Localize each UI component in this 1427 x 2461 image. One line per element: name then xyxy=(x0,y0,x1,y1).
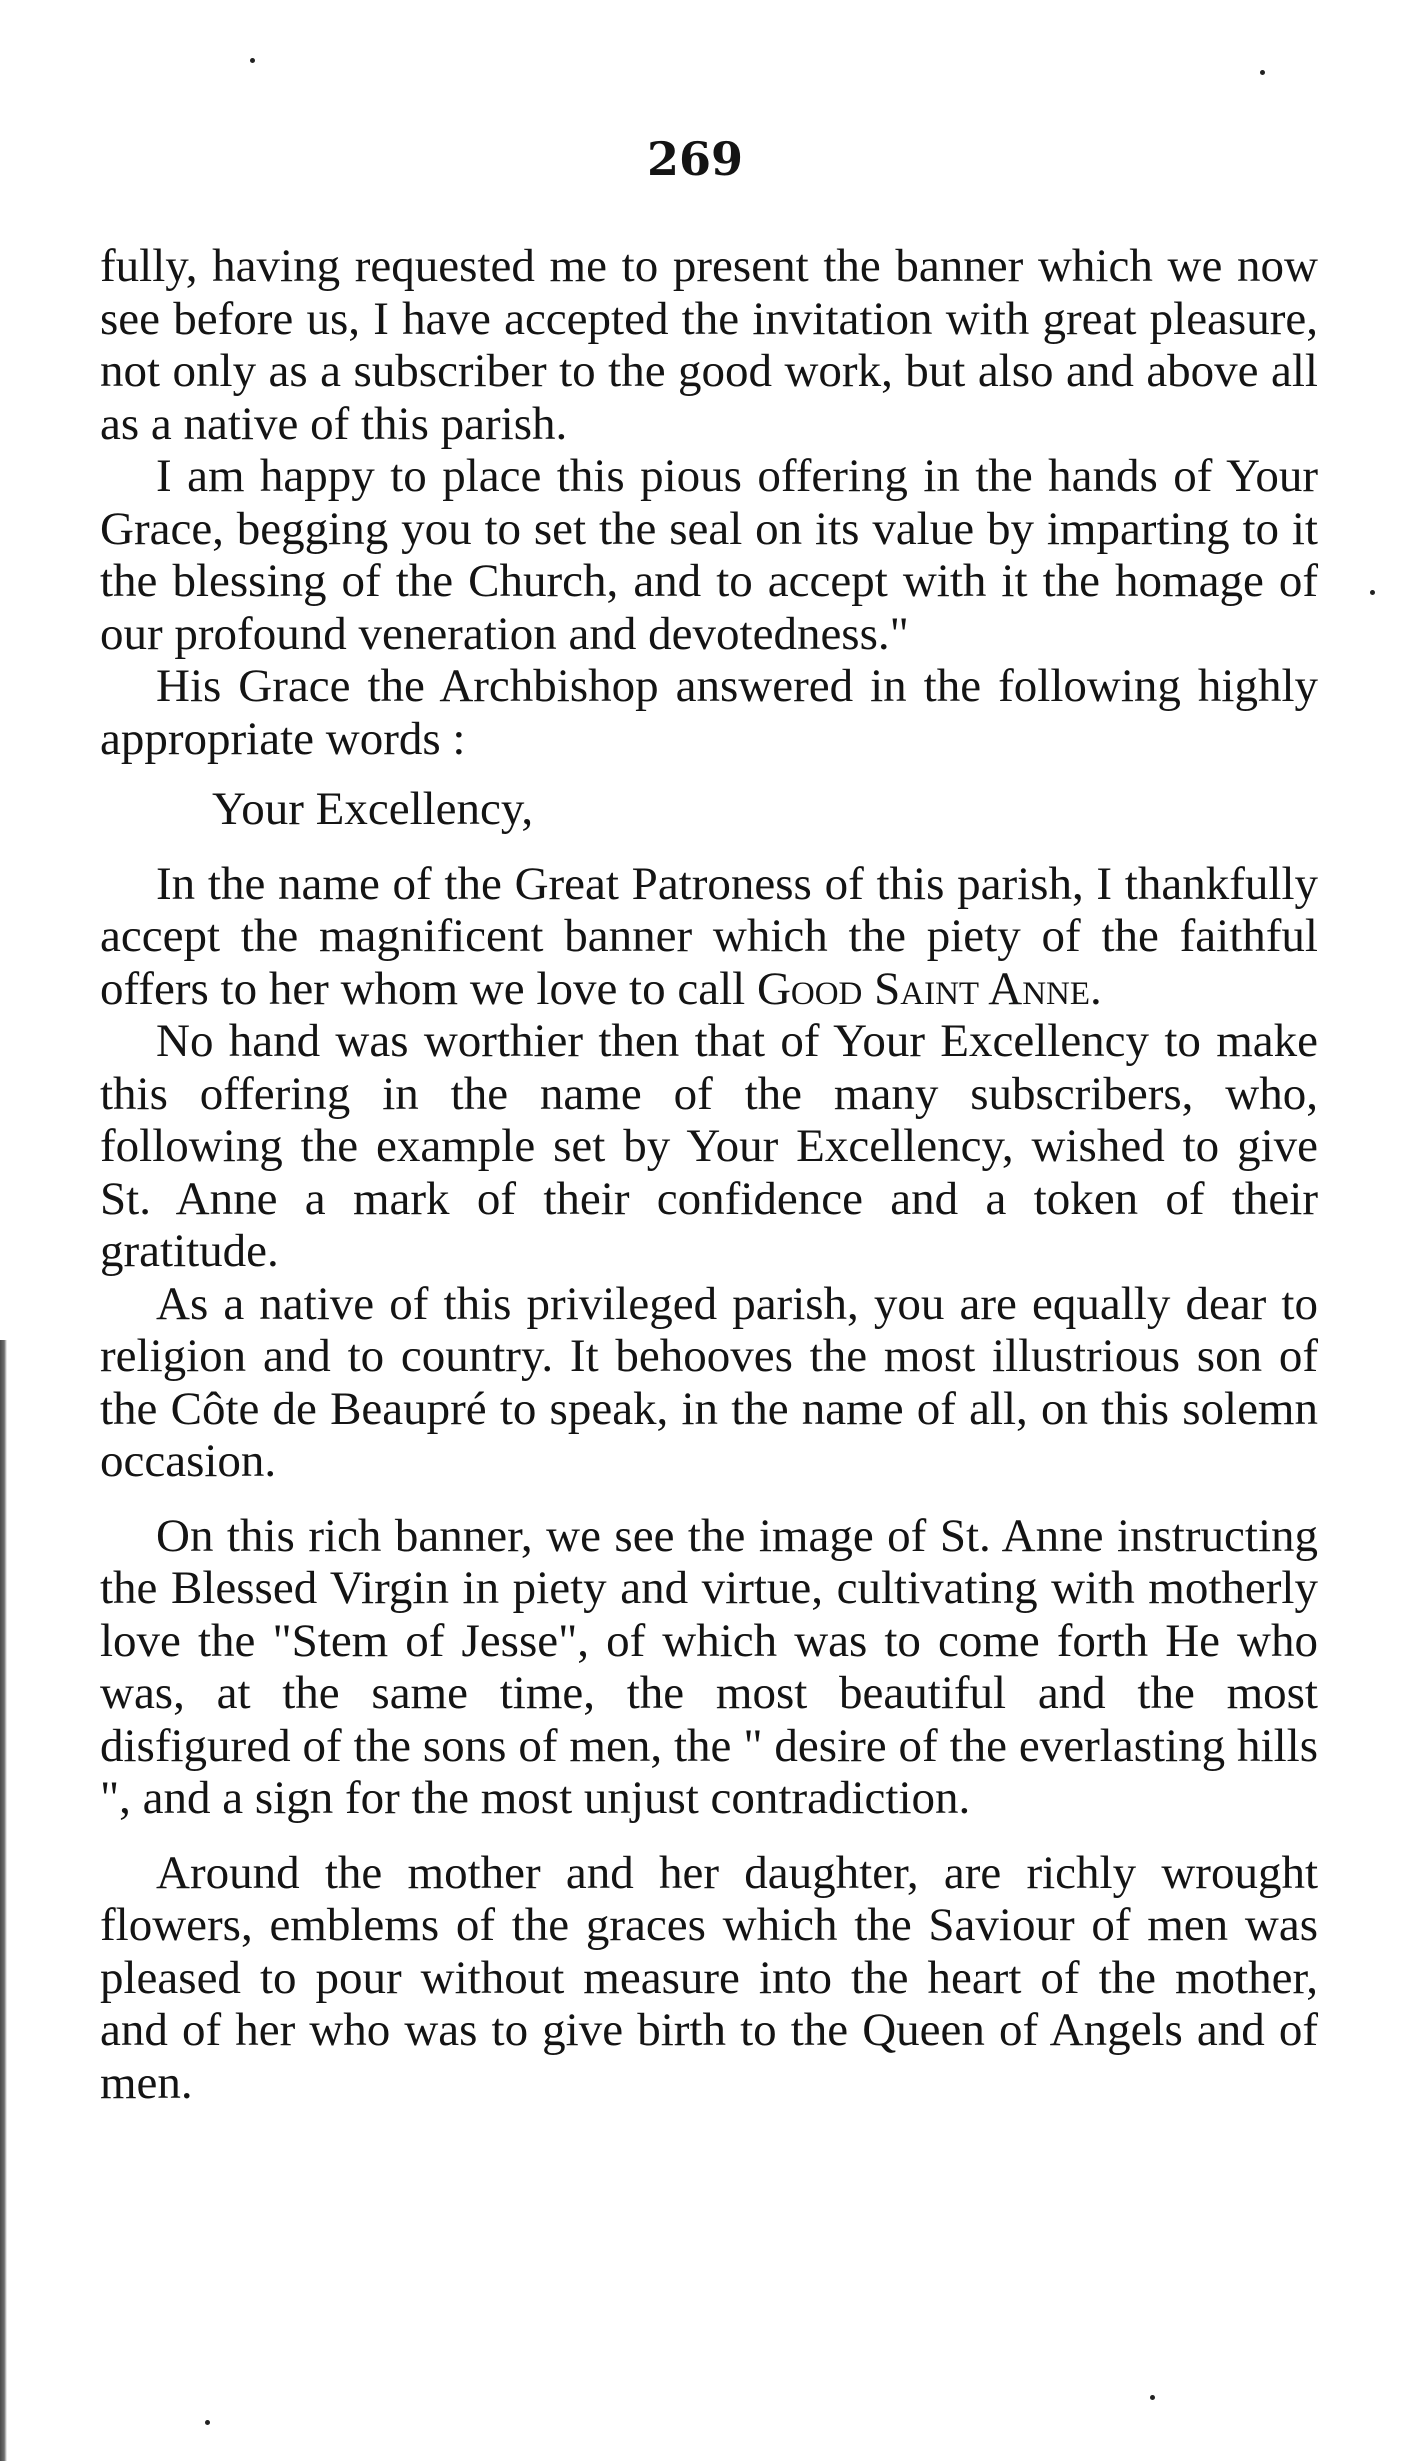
scan-speck xyxy=(1260,70,1265,75)
paragraph-native: As a native of this privileged parish, you are equally dear to religion and to country. It behooves the most illustrious son of the Côte de Beaupré to speak, in the name of all, on this solemn occasion. xyxy=(100,1277,1318,1487)
paragraph-continued: fully, having requested me to present the banner which we now see before us, I have accepted the invitation with great pleasure, not only as a subscriber to the good work, but also and above all as a native of this parish. xyxy=(100,240,1318,450)
patroness-end: . xyxy=(1090,962,1102,1015)
salutation: Your Excellency, xyxy=(212,783,534,835)
paragraph-patroness xyxy=(100,858,1318,1016)
patroness-text: In the name of the Great Patroness of this parish, I thankfully accept the magnificent banner which the piety of the faithful offers to her whom we love to call xyxy=(100,857,1318,1015)
paragraph-offering: I am happy to place this pious offering in the hands of Your Grace, begging you to set the seal on its value by imparting to it the blessing of the Church, and to accept with it the homage of our profound veneration and devotedness." xyxy=(100,450,1318,660)
paragraph-worthier-hand: No hand was worthier then that of Your Excellency to make this offering in the name of the many subscribers, who, following the example set by Your Excellency, wished to give St. Anne a mark of their confidence and a token of their gratitude. xyxy=(100,1015,1318,1277)
paragraph-banner-image: On this rich banner, we see the image of St. Anne instructing the Blessed Virgin in piety and virtue, cultivating with motherly love the "Stem of Jesse", of which was to come forth He who was, at the same time, the most beautiful and the most disfigured of the sons of men, the " desire of the everlasting hills ", and a sign for the most unjust contradiction. xyxy=(100,1509,1318,1824)
scan-speck xyxy=(205,2420,210,2425)
paragraph-archbishop-answer: His Grace the Archbishop answered in the following highly appropriate words : xyxy=(100,660,1318,765)
good-saint-anne: Good Saint Anne xyxy=(756,962,1091,1015)
paragraph-flowers: Around the mother and her daughter, are richly wrought flowers, emblems of the graces which the Saviour of men was pleased to pour without measure into the heart of the mother, and of her who was to give birth to the Queen of Angels and of men. xyxy=(100,1846,1318,2109)
scan-edge-shadow xyxy=(0,1340,7,2461)
scan-speck xyxy=(250,58,255,63)
page-number: 269 xyxy=(646,132,744,186)
scan-speck xyxy=(1150,2395,1155,2400)
scan-speck xyxy=(1370,590,1375,595)
body-text xyxy=(100,240,1318,2109)
